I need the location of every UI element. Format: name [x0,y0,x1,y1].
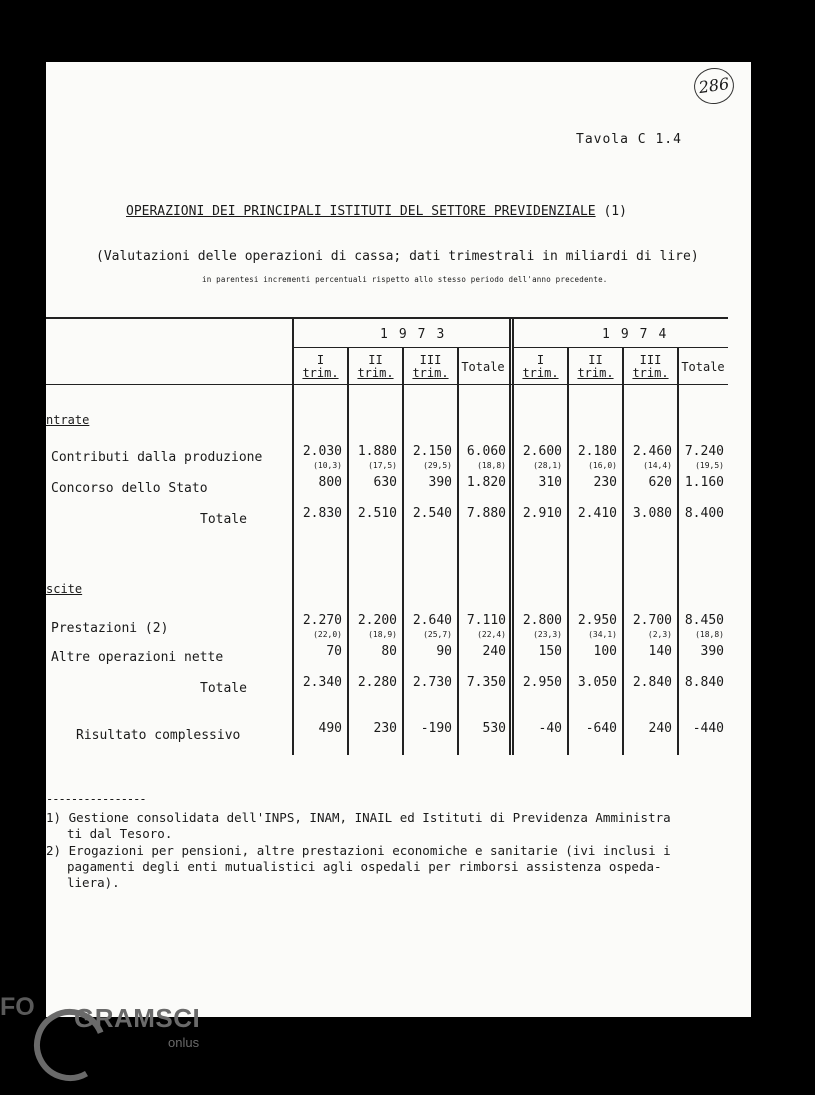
col-header-1973-totale: Totale [461,360,505,374]
vline-year-a [509,317,511,755]
table-cell: 150 [538,644,562,659]
watermark-sub: onlus [168,1035,200,1050]
table-cell: 7.110 [466,613,506,628]
table-cell-percent: (25,7) [423,630,452,639]
col-header-1974-i: I trim. [522,353,559,380]
table-cell-percent: (34,1) [588,630,617,639]
watermark-brand: GRAMSCI [74,1003,201,1033]
table-cell: 630 [373,475,397,490]
table-cell-percent: (23,3) [533,630,562,639]
year-1974: 1974 [602,327,678,342]
row-label-prestazioni: Prestazioni (2) [51,621,169,636]
table-cell: 2.150 [412,444,452,459]
table-cell: 90 [436,644,452,659]
table-cell: 230 [593,475,617,490]
table-cell: 6.060 [466,444,506,459]
vline-c1 [347,347,349,755]
table-cell: 140 [648,644,672,659]
row-label-contributi: Contributi dalla produzione [51,450,263,465]
table-cell: -640 [585,721,617,736]
table-cell: 7.880 [466,506,506,521]
table-cell-percent: (18,8) [477,461,506,470]
table-cell: 1.820 [466,475,506,490]
table-cell: 390 [700,644,724,659]
table-cell: 2.460 [632,444,672,459]
vline-c7 [677,347,679,755]
page-number-stamp: 286 [692,65,737,106]
table-cell: 2.200 [357,613,397,628]
footnote-separator: ---------------- [46,792,146,806]
table-cell: 2.700 [632,613,672,628]
row-label-concorso: Concorso dello Stato [51,481,208,496]
table-cell: 2.510 [357,506,397,521]
year-underline-1973 [293,347,509,348]
section-uscite: scite [46,582,83,596]
table-cell: 240 [648,721,672,736]
col-header-1974-totale: Totale [681,360,725,374]
vline-c6 [622,347,624,755]
table-cell-percent: (19,5) [695,461,724,470]
table-cell-percent: (16,0) [588,461,617,470]
col-header-1973-i: I trim. [302,353,339,380]
table-cell: 2.730 [412,675,452,690]
document-page [46,62,751,1017]
table-cell-percent: (10,3) [313,461,342,470]
table-cell: 80 [381,644,397,659]
table-cell: 2.600 [522,444,562,459]
vline-c3 [457,347,459,755]
table-cell: 2.280 [357,675,397,690]
footnote-2 [46,843,671,891]
year-1973: 1973 [380,327,456,342]
vline-label [292,317,294,755]
subtitle: (Valutazioni delle operazioni di cassa; dati trimestrali in miliardi di lire) [96,249,699,264]
table-cell: 390 [428,475,452,490]
footnote-1-line2: ti dal Tesoro. [67,826,173,841]
table-label: Tavola C 1.4 [576,132,682,147]
vline-year-b [512,317,514,755]
table-cell-percent: (18,9) [368,630,397,639]
table-cell: 2.270 [302,613,342,628]
table-cell-percent: (22,4) [477,630,506,639]
table-cell: 8.450 [684,613,724,628]
table-cell: 240 [482,644,506,659]
table-cell: 2.030 [302,444,342,459]
footnote-2-line1: Erogazioni per pensioni, altre prestazioni economiche e sanitarie (ivi inclusi i [68,843,671,858]
table-cell: -440 [692,721,724,736]
table-cell: 3.050 [577,675,617,690]
col-header-1974-ii: II trim. [577,353,614,380]
col-header-1973-ii: II trim. [357,353,394,380]
table-cell-percent: (2,3) [647,630,672,639]
title-note-ref: (1) [603,204,627,219]
table-cell: 530 [482,721,506,736]
table-cell: -40 [538,721,562,736]
title-text: OPERAZIONI DEI PRINCIPALI ISTITUTI DEL SETTORE PREVIDENZIALE [126,204,596,219]
row-label-risultato: Risultato complessivo [76,728,241,743]
table-top-rule [46,317,728,319]
table-cell: 1.880 [357,444,397,459]
footnote-2-mark: 2) [46,843,62,858]
table-cell: 800 [318,475,342,490]
table-cell: 8.400 [684,506,724,521]
footnote-1-mark: 1) [46,810,62,825]
row-label-totale-uscite: Totale [200,681,247,696]
table-cell: 3.080 [632,506,672,521]
year-underline-1974 [512,347,728,348]
table-cell-percent: (17,5) [368,461,397,470]
table-cell: 2.340 [302,675,342,690]
table-cell: 7.240 [684,444,724,459]
table-cell: 8.840 [684,675,724,690]
table-cell: 2.800 [522,613,562,628]
table-cell-percent: (18,8) [695,630,724,639]
footnote-2-line2: pagamenti degli enti mutualistici agli ospedali per rimborsi assistenza ospeda- [67,859,662,874]
table-cell: 2.840 [632,675,672,690]
vline-c5 [567,347,569,755]
table-cell: 2.180 [577,444,617,459]
table-cell: 310 [538,475,562,490]
table-cell: 620 [648,475,672,490]
table-cell: 2.950 [577,613,617,628]
table-cell: 1.160 [684,475,724,490]
page-title [126,204,627,219]
table-cell: 2.950 [522,675,562,690]
watermark-left-text: FO [0,993,35,1021]
header-bottom-rule [46,384,728,385]
col-header-1974-iii: III trim. [632,353,669,380]
row-label-altre-operazioni: Altre operazioni nette [51,650,224,665]
table-cell-percent: (22,0) [313,630,342,639]
table-cell: 2.830 [302,506,342,521]
gramsci-watermark-logo [0,985,220,1080]
footnote-1 [46,810,671,842]
table-cell: 2.410 [577,506,617,521]
section-entrate: ntrate [46,413,90,427]
footnote-2-line3: liera). [67,875,120,890]
table-cell: 2.910 [522,506,562,521]
vline-c2 [402,347,404,755]
footnote-1-line1: Gestione consolidata dell'INPS, INAM, INAIL ed Istituti di Previdenza Amministra [68,810,671,825]
row-label-totale-entrate: Totale [200,512,247,527]
percentage-note: in parentesi incrementi percentuali rispetto allo stesso periodo dell'anno precedente. [202,275,608,284]
table-cell: -190 [420,721,452,736]
table-cell: 2.540 [412,506,452,521]
table-cell: 2.640 [412,613,452,628]
table-cell: 490 [318,721,342,736]
table-cell: 7.350 [466,675,506,690]
table-cell: 70 [326,644,342,659]
table-cell-percent: (14,4) [643,461,672,470]
table-cell-percent: (29,5) [423,461,452,470]
col-header-1973-iii: III trim. [412,353,449,380]
table-cell: 230 [373,721,397,736]
table-cell: 100 [593,644,617,659]
table-cell-percent: (28,1) [533,461,562,470]
